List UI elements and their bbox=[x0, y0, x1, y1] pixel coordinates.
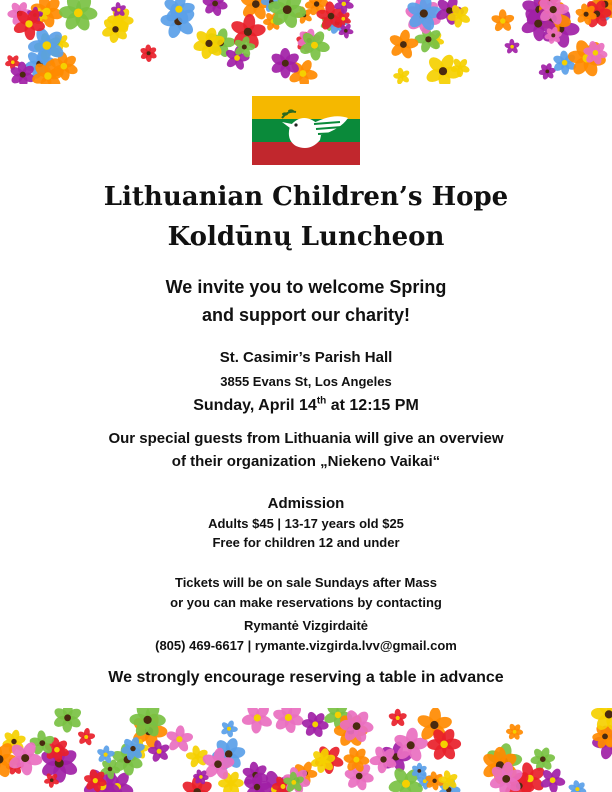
flower-icon bbox=[424, 53, 461, 84]
tickets-line2: or you can make reservations by contacting bbox=[170, 595, 442, 610]
tickets-line1: Tickets will be on sale Sundays after Mass bbox=[174, 575, 438, 590]
flower-border-top bbox=[0, 0, 612, 84]
admission-prices: Adults $45 | 13-17 years old $25 bbox=[208, 516, 404, 531]
flower-icon bbox=[77, 728, 96, 747]
venue-name: St. Casimir’s Parish Hall bbox=[219, 349, 393, 366]
guests-line2: of their organization „Niekeno Vaikai“ bbox=[171, 453, 441, 470]
flower-icon bbox=[388, 29, 419, 60]
footer-note: We strongly encourage reserving a table in advance bbox=[108, 669, 504, 686]
venue-address: 3855 Evans St, Los Angeles bbox=[220, 374, 392, 389]
event-date-time bbox=[0, 395, 612, 417]
invite-line1: We invite you to welcome Spring bbox=[165, 277, 447, 297]
flower-border-bottom bbox=[0, 708, 612, 792]
flower-icon bbox=[220, 720, 238, 738]
event-title-line2: Koldūnų Luncheon bbox=[167, 222, 445, 252]
contact-name: Rymantė Vizgirdaitė bbox=[243, 618, 369, 633]
event-date: Sunday, April 14 bbox=[193, 397, 317, 414]
flower-icon bbox=[393, 67, 410, 84]
flower-icon bbox=[504, 39, 520, 55]
flower-icon bbox=[165, 725, 194, 753]
flower-icon bbox=[490, 9, 515, 33]
flower-icon bbox=[241, 708, 274, 734]
lithuanian-flag-dove-logo bbox=[252, 96, 360, 165]
flower-icon bbox=[506, 723, 523, 741]
flower-icon bbox=[59, 0, 98, 33]
admission-free: Free for children 12 and under bbox=[212, 535, 400, 550]
flower-icon bbox=[272, 708, 305, 734]
admission-heading: Admission bbox=[267, 495, 345, 512]
invite-line2: and support our charity! bbox=[201, 305, 410, 325]
event-title-line1: Lithuanian Children’s Hope bbox=[103, 182, 509, 212]
flower-icon bbox=[568, 780, 587, 792]
date-ordinal: th bbox=[316, 395, 327, 407]
event-time: at 12:15 PM bbox=[326, 397, 419, 414]
contact-info: (805) 469-6617 | rymante.vizgirda.lvv@gmail.com bbox=[155, 638, 457, 653]
flower-icon bbox=[301, 710, 329, 738]
flower-icon bbox=[52, 708, 83, 733]
flower-icon bbox=[388, 709, 408, 728]
guests-line1: Our special guests from Lithuania will give an overview bbox=[108, 430, 504, 447]
flower-icon bbox=[139, 44, 157, 62]
flower-icon bbox=[538, 62, 556, 80]
flower-icon bbox=[530, 746, 556, 772]
flower-icon bbox=[202, 0, 229, 17]
